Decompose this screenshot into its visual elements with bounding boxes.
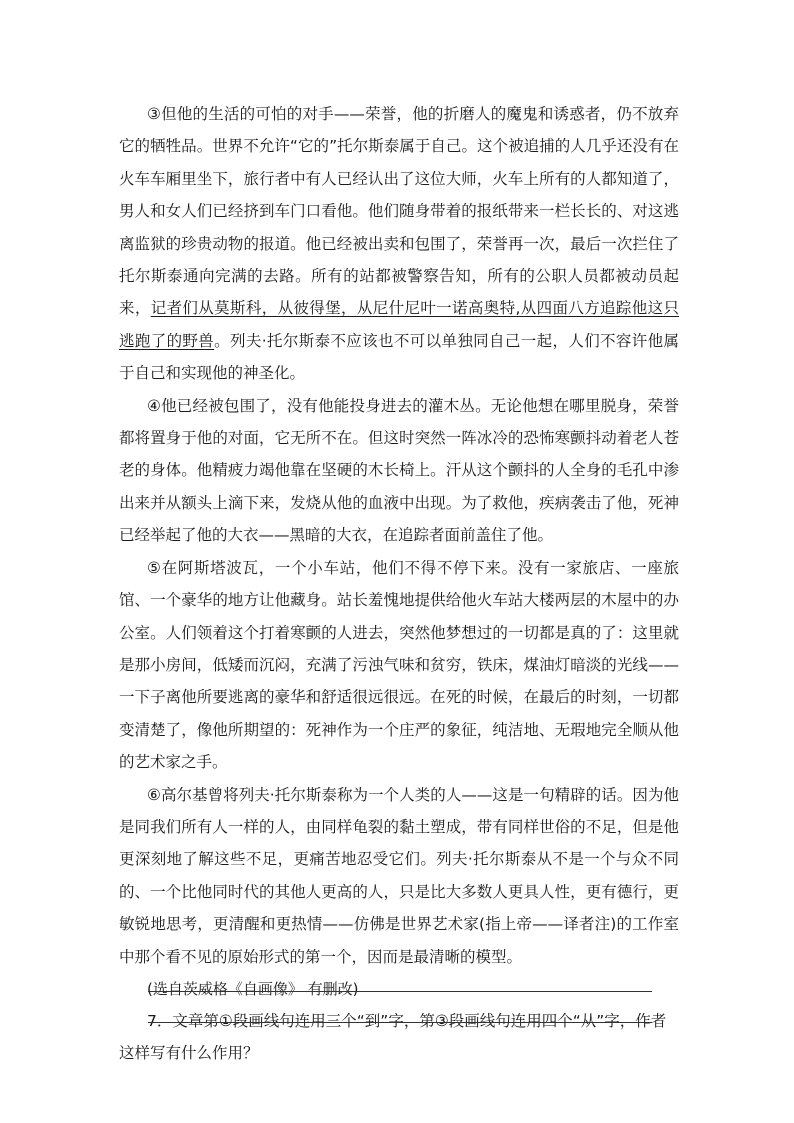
paragraph-text: 高尔基曾将列夫·托尔斯泰称为一个人类的人——这是一句精辟的话。因为他是同我们所有人一样的人，由同样龟裂的黏土塑成，带有同样世俗的不足，但是他更深刻地了解这些不足，更痛苦地忍受它们。列夫·托尔斯泰从不是一个与众不同的、一个比他同时代的其他人更高的人，只是比大多数人更具人性，更有德行，更敏锐地思考，更清醒和更热情——仿佛是世界艺术家(指上帝——译者注)的工作室中那个看不见的原始形式的第一个，因而是最清晰的模型。	[119, 785, 679, 966]
paragraph-5	[119, 552, 679, 779]
paragraph-text: 在阿斯塔波瓦，一个小车站，他们不得不停下来。没有一家旅店、一座旅馆、一个豪华的地方让他藏身。站长羞愧地提供给他火车站大楼两层的木屋中的办公室。人们领着这个打着寒颤的人进去，突然他梦想过的一切都是真的了：这里就是那小房间，低矮而沉闷，充满了污浊气味和贫穷，铁床，煤油灯暗淡的光线——一下子离他所要逃离的豪华和舒适很远很远。在死的时候，在最后的时刻，一切都变清楚了，像他所期望的：死神作为一个庄严的象征，纯洁地、无瑕地完全顺从他的艺术家之手。	[119, 558, 679, 772]
answer-line-1[interactable]	[148, 991, 652, 992]
article-body	[119, 98, 679, 1070]
question-7: 7．文章第①段画线句连用三个“到”字，第③段画线句连用四个“从”字，作者这样写有什么作用？	[119, 1011, 667, 1063]
paragraph-text: 他已经被包围了，没有他能投身进去的灌木丛。无论他想在哪里脱身，荣誉都将置身于他的对面，它无所不在。但这时突然一阵冰冷的恐怖寒颤抖动着老人苍老的身体。他精疲力竭他靠在坚硬的木长椅上。汗从这个颤抖的人全身的毛孔中渗出来并从额头上滴下来，发烧从他的血液中出现。为了救他，疾病袭击了他，死神已经举起了他的大衣——黑暗的大衣，在追踪者面前盖住了他。	[119, 396, 679, 545]
answer-line-2[interactable]	[148, 1022, 652, 1023]
paragraph-text: 但他的生活的可怕的对手——荣誉，他的折磨人的魔鬼和诱惑者，仍不放弃它的牺牲品。世界不允许“它的”托尔斯泰属于自己。这个被追捕的人几乎还没有在火车车厢里坐下，旅行者中有人已经认出了这位大师，火车上所有的人都知道了，男人和女人们已经挤到车门口看他。他们随身带着的报纸带来一栏长长的、对这逃离监狱的珍贵动物的报道。他已经被出卖和包围了，荣誉再一次，最后一次拦住了托尔斯泰通向完满的去路。所有的站都被警察告知，所有的公职人员都被动员起来，	[119, 105, 679, 318]
paragraph-6	[119, 779, 679, 973]
paragraph-number: ④	[147, 396, 162, 415]
paragraph-text-end: 。列夫·托尔斯泰不应该也不可以单独同自己一起，人们不容许他属于自己和实现他的神圣化。	[119, 331, 679, 383]
paragraph-number: ⑤	[147, 558, 162, 577]
paragraph-4	[119, 390, 679, 552]
paragraph-number: ③	[147, 105, 162, 123]
paragraph-number: ⑥	[147, 785, 161, 804]
paragraph-3	[119, 98, 679, 390]
source-citation: (选自茨威格《自画像》 有删改)	[147, 979, 359, 998]
underlined-sentence: 记者们从莫斯科，从彼得堡，从尼什尼叶一诺高奥特,从四面八方追踪他这只逃跑了的野兽	[119, 299, 679, 350]
